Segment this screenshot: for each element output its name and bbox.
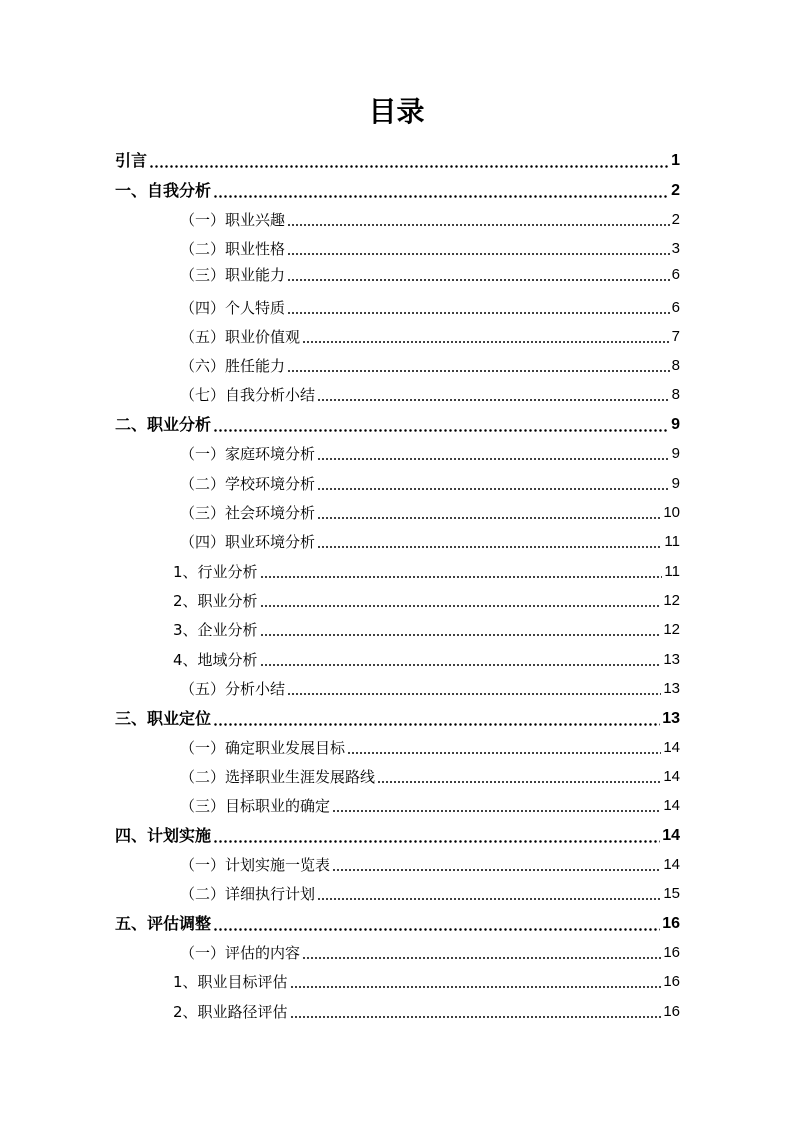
dot-leader [317, 399, 670, 401]
toc-entry-label: （二）选择职业生涯发展路线 [180, 768, 376, 786]
toc-page-number: 9 [671, 475, 680, 492]
toc-page-number: 13 [662, 710, 680, 727]
toc-section-entry[interactable] [180, 735, 680, 759]
toc-section-entry[interactable] [180, 852, 680, 876]
toc-entry-label: （三）目标职业的确定 [180, 797, 331, 815]
toc-page-number: 13 [663, 651, 680, 668]
dot-leader [287, 693, 661, 695]
dot-leader [213, 429, 669, 432]
dot-leader [347, 752, 661, 754]
dot-leader [149, 165, 669, 168]
dot-leader [332, 869, 661, 871]
toc-page-number: 16 [663, 1003, 680, 1020]
dot-leader [290, 986, 662, 988]
dot-leader [332, 810, 661, 812]
dot-leader [302, 341, 670, 343]
toc-page-number: 16 [663, 944, 680, 961]
toc-section-entry[interactable] [180, 529, 680, 553]
page-title: 目录 [368, 95, 425, 128]
dot-leader [287, 312, 670, 314]
toc-section-entry[interactable] [180, 940, 680, 964]
dot-leader [317, 898, 661, 900]
toc-entry-label: 1、职业目标评估 [173, 973, 288, 991]
toc-chapter-entry[interactable] [115, 148, 680, 172]
toc-entry-label: 二、职业分析 [115, 415, 212, 434]
toc-page-number: 1 [671, 152, 680, 169]
toc-section-entry[interactable] [180, 441, 680, 465]
toc-page-number: 13 [663, 680, 680, 697]
toc-subsection-entry[interactable] [173, 588, 680, 612]
toc-section-entry[interactable] [180, 236, 680, 260]
toc-entry-label: （三）社会环境分析 [180, 504, 316, 522]
toc-page-number: 12 [663, 621, 680, 638]
toc-entry-label: （一）评估的内容 [180, 944, 301, 962]
dot-leader [377, 781, 661, 783]
toc-page-number: 14 [663, 739, 680, 756]
toc-page-number: 16 [663, 973, 680, 990]
toc-entry-label: 2、职业分析 [173, 592, 258, 610]
dot-leader [213, 840, 660, 843]
toc-entry-label: （一）家庭环境分析 [180, 445, 316, 463]
dot-leader [213, 723, 660, 726]
toc-subsection-entry[interactable] [173, 969, 680, 993]
toc-section-entry[interactable] [180, 353, 680, 377]
toc-section-entry[interactable] [180, 324, 680, 348]
toc-page-number: 12 [663, 592, 680, 609]
toc-chapter-entry[interactable] [115, 823, 680, 847]
toc-entry-label: 五、评估调整 [115, 914, 212, 933]
toc-entry-label: （四）个人特质 [180, 299, 286, 317]
toc-chapter-entry[interactable] [115, 706, 680, 730]
toc-page-number: 7 [671, 328, 680, 345]
toc-section-entry[interactable] [180, 207, 680, 231]
toc-entry-label: 4、地域分析 [173, 651, 258, 669]
toc-page-number: 2 [671, 182, 680, 199]
dot-leader [260, 664, 662, 666]
toc-page-number: 9 [671, 445, 680, 462]
toc-section-entry[interactable] [180, 295, 680, 319]
dot-leader [213, 195, 669, 198]
toc-entry-label: （二）详细执行计划 [180, 885, 316, 903]
toc-section-entry[interactable] [180, 764, 680, 788]
toc-entry-label: （六）胜任能力 [180, 357, 286, 375]
toc-entry-label: （一）计划实施一览表 [180, 856, 331, 874]
toc-subsection-entry[interactable] [173, 559, 680, 583]
dot-leader [287, 253, 670, 255]
toc-section-entry[interactable] [180, 881, 680, 905]
toc-entry-label: （二）学校环境分析 [180, 475, 316, 493]
dot-leader [317, 458, 670, 460]
dot-leader [317, 517, 661, 519]
toc-page-number: 11 [664, 533, 680, 550]
dot-leader [260, 605, 662, 607]
toc-subsection-entry[interactable] [173, 647, 680, 671]
toc-chapter-entry[interactable] [115, 178, 680, 202]
toc-entry-label: （一）确定职业发展目标 [180, 739, 346, 757]
dot-leader [260, 634, 662, 636]
toc-entry-label: 四、计划实施 [115, 826, 212, 845]
dot-leader [302, 957, 661, 959]
toc-entry-label: 2、职业路径评估 [173, 1003, 288, 1021]
toc-section-entry[interactable] [180, 500, 680, 524]
toc-page-number: 6 [671, 266, 680, 283]
toc-entry-label: （二）职业性格 [180, 240, 286, 258]
dot-leader [287, 224, 670, 226]
toc-page-number: 14 [663, 768, 680, 785]
toc-section-entry[interactable] [180, 382, 680, 406]
toc-entry-label: （一）职业兴趣 [180, 211, 286, 229]
dot-leader [317, 546, 662, 548]
toc-page-number: 14 [663, 856, 680, 873]
dot-leader [317, 488, 670, 490]
toc-page-number: 14 [662, 827, 680, 844]
toc-entry-label: （五）职业价值观 [180, 328, 301, 346]
toc-entry-label: 一、自我分析 [115, 181, 212, 200]
toc-page-number: 9 [671, 416, 680, 433]
toc-entry-label: （七）自我分析小结 [180, 386, 316, 404]
dot-leader [260, 576, 663, 578]
toc-page-number: 6 [671, 299, 680, 316]
toc-page-number: 15 [663, 885, 680, 902]
toc-page-number: 14 [663, 797, 680, 814]
dot-leader [287, 279, 670, 281]
toc-page-number: 11 [664, 563, 680, 580]
toc-chapter-entry[interactable] [115, 412, 680, 436]
toc-page-number: 2 [671, 211, 680, 228]
toc-entry-label: （三）职业能力 [180, 266, 286, 284]
toc-entry-label: （五）分析小结 [180, 680, 286, 698]
toc-page-number: 16 [662, 915, 680, 932]
toc-subsection-entry[interactable] [173, 617, 680, 641]
dot-leader [287, 370, 670, 372]
toc-entry-label: 3、企业分析 [173, 621, 258, 639]
toc-section-entry[interactable] [180, 793, 680, 817]
dot-leader [290, 1016, 662, 1018]
toc-chapter-entry[interactable] [115, 911, 680, 935]
toc-section-entry[interactable] [180, 471, 680, 495]
toc-page-number: 8 [671, 357, 680, 374]
toc-section-entry[interactable] [180, 262, 680, 286]
toc-entry-label: 引言 [115, 151, 148, 170]
dot-leader [213, 928, 660, 931]
toc-subsection-entry[interactable] [173, 999, 680, 1023]
toc-page-number: 8 [671, 386, 680, 403]
toc-page-number: 3 [671, 240, 680, 257]
toc-entry-label: 1、行业分析 [173, 563, 258, 581]
toc-section-entry[interactable] [180, 676, 680, 700]
toc-page-number: 10 [663, 504, 680, 521]
toc-entry-label: 三、职业定位 [115, 709, 212, 728]
toc-entry-label: （四）职业环境分析 [180, 533, 316, 551]
